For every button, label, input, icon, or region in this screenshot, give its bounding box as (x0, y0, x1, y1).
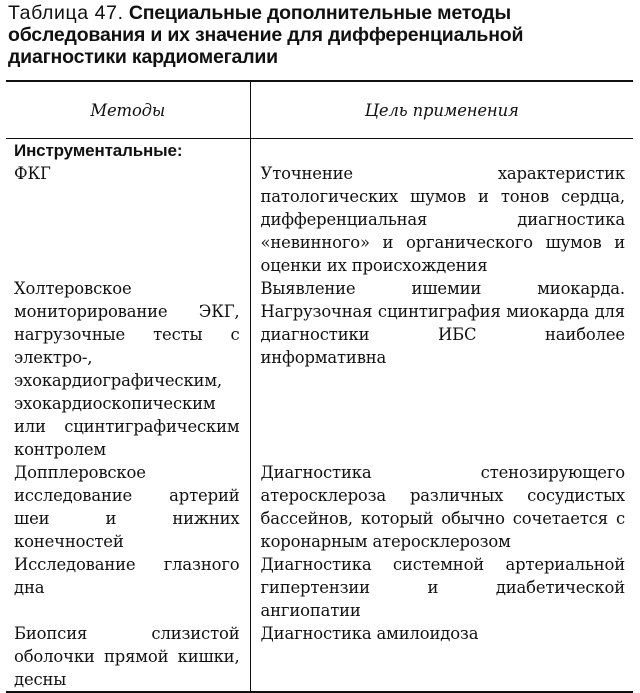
purpose-spacer (261, 139, 626, 162)
table-row (6, 622, 633, 692)
method-cell: Биопсия слизистой оболочки прямой кишки, десны (6, 622, 250, 692)
purpose-cell (250, 139, 633, 278)
table-caption (8, 2, 634, 68)
column-header-methods: Методы (6, 81, 250, 139)
header-row (6, 81, 633, 139)
table-row (6, 139, 633, 278)
purpose-text: Уточнение характеристик патологических шумов и тонов сердца, дифференциальная диагностика «невинного» и органического шумов и оценки их происхождения (260, 164, 625, 275)
method-cell: Исследование глазного дна (14, 555, 240, 597)
table-row (6, 461, 633, 553)
column-header-purpose: Цель применения (250, 81, 633, 139)
methods-table (6, 80, 633, 693)
purpose-cell: Диагностика системной артериальной гипертензии и диабетической ангиопатии (250, 553, 633, 622)
purpose-cell: Выявление ишемии миокарда. Нагрузочная сцинтиграфия миокарда для диагностики ИБС наиболее информативна (250, 277, 633, 461)
method-cell: Допплеровское исследование артерий шеи и нижних конечностей (14, 463, 240, 551)
table-row (6, 277, 633, 461)
purpose-cell: Диагностика стенозирующего атеросклероза различных сосудистых бассейнов, который обычно сочетается с коронарным атеросклерозом (250, 461, 633, 553)
table-number-label: Таблица 47. (8, 2, 124, 24)
table-row (6, 553, 633, 622)
method-cell: Холтеровское мониторирование ЭКГ, нагрузочные тесты с электро-, эхокардиографическим, эхокардиоскопическим или сцинтиграфическим контролем (14, 279, 240, 459)
method-text: ФКГ (14, 164, 51, 183)
group-heading: Инструментальные: (14, 141, 183, 160)
method-cell (6, 139, 250, 278)
table-title: Специальные дополнительные методы обследования и их значение для дифференциальной диагностики кардиомегалии (8, 2, 524, 68)
purpose-cell: Диагностика амилоидоза (250, 622, 633, 692)
